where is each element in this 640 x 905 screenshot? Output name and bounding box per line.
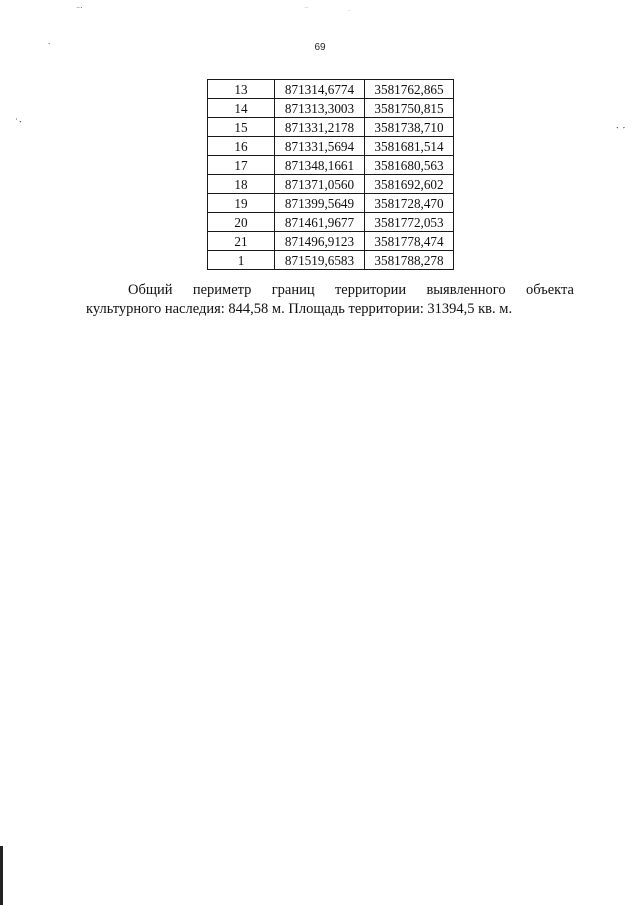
point-number-cell: 21 xyxy=(208,232,275,251)
table-row xyxy=(208,175,454,194)
table-row xyxy=(208,194,454,213)
summary-word: выявленного xyxy=(426,282,506,298)
x-coordinate-cell: 871519,6583 xyxy=(275,251,365,270)
x-coordinate-cell: 871348,1661 xyxy=(275,156,365,175)
table-row xyxy=(208,80,454,99)
point-number-cell: 17 xyxy=(208,156,275,175)
scan-artifact: ⁻ˑ xyxy=(76,4,83,13)
x-coordinate-cell: 871331,2178 xyxy=(275,118,365,137)
y-coordinate-cell: 3581762,865 xyxy=(365,80,454,99)
table-row xyxy=(208,213,454,232)
x-coordinate-cell: 871314,6774 xyxy=(275,80,365,99)
table-row xyxy=(208,99,454,118)
summary-word: Общий xyxy=(128,282,173,298)
coordinates-table xyxy=(207,79,454,270)
summary-line-1 xyxy=(86,281,574,300)
point-number-cell: 13 xyxy=(208,80,275,99)
summary-line-2: культурного наследия: 844,58 м. Площадь территории: 31394,5 кв. м. xyxy=(86,301,513,317)
table-row xyxy=(208,137,454,156)
summary-word: объекта xyxy=(525,282,574,298)
point-number-cell: 18 xyxy=(208,175,275,194)
x-coordinate-cell: 871313,3003 xyxy=(275,99,365,118)
point-number-cell: 19 xyxy=(208,194,275,213)
x-coordinate-cell: 871496,9123 xyxy=(275,232,365,251)
scan-artifact xyxy=(230,2,400,16)
point-number-cell: 15 xyxy=(208,118,275,137)
y-coordinate-cell: 3581738,710 xyxy=(365,118,454,137)
scan-artifact: ˑ xyxy=(48,40,51,49)
y-coordinate-cell: 3581778,474 xyxy=(365,232,454,251)
page-number: 69 xyxy=(314,42,326,53)
x-coordinate-cell: 871399,5649 xyxy=(275,194,365,213)
scan-artifact: ˙ˑ xyxy=(14,118,23,129)
point-number-cell: 1 xyxy=(208,251,275,270)
y-coordinate-cell: 3581772,053 xyxy=(365,213,454,232)
summary-word: периметр xyxy=(192,282,252,298)
x-coordinate-cell: 871331,5694 xyxy=(275,137,365,156)
point-number-cell: 20 xyxy=(208,213,275,232)
y-coordinate-cell: 3581681,514 xyxy=(365,137,454,156)
scan-artifact: ˑ ˑ xyxy=(616,124,626,135)
point-number-cell: 14 xyxy=(208,99,275,118)
table-row xyxy=(208,232,454,251)
point-number-cell: 16 xyxy=(208,137,275,156)
y-coordinate-cell: 3581728,470 xyxy=(365,194,454,213)
summary-word: территории xyxy=(334,282,407,298)
binding-edge xyxy=(0,846,3,905)
y-coordinate-cell: 3581680,563 xyxy=(365,156,454,175)
table-row xyxy=(208,156,454,175)
summary-word: границ xyxy=(271,282,315,298)
table-row xyxy=(208,118,454,137)
x-coordinate-cell: 871461,9677 xyxy=(275,213,365,232)
summary-paragraph xyxy=(86,281,574,319)
x-coordinate-cell: 871371,0560 xyxy=(275,175,365,194)
y-coordinate-cell: 3581788,278 xyxy=(365,251,454,270)
table-row xyxy=(208,251,454,270)
y-coordinate-cell: 3581750,815 xyxy=(365,99,454,118)
y-coordinate-cell: 3581692,602 xyxy=(365,175,454,194)
